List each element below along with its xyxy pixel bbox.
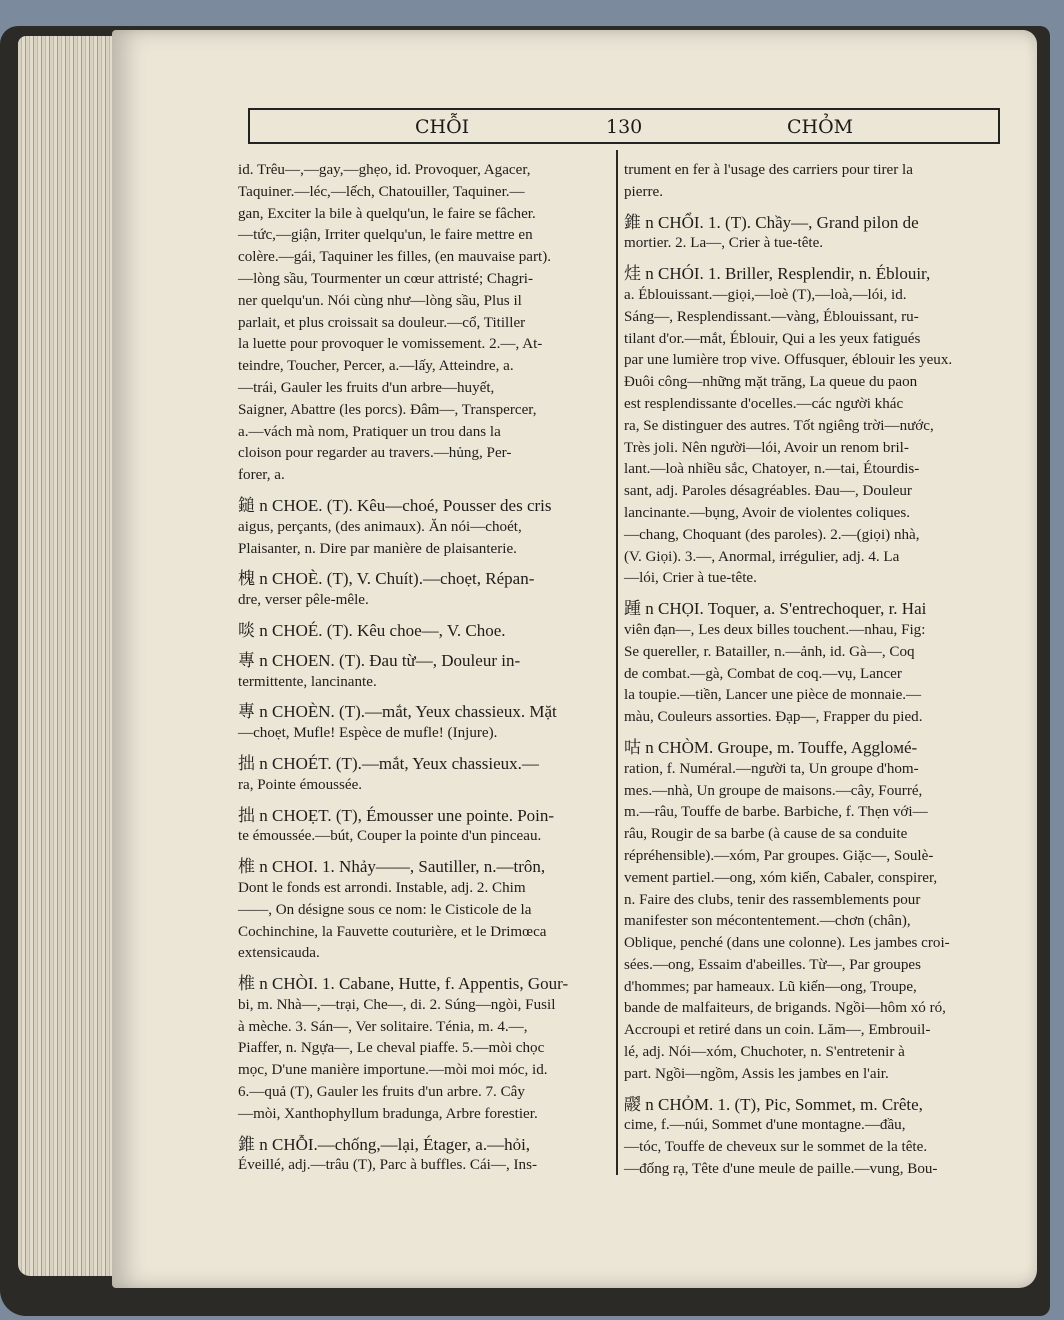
text-line: Accroupi et retiré dans un coin. Lăm—, Embrouil- [624,1022,931,1039]
text-line: n. Faire des clubs, tenir des rassemblements pour [624,891,921,908]
text-line: gan, Exciter la bile à quelqu'un, le faire se fâcher. [238,205,536,222]
text-line: termittente, lancinante. [238,673,377,690]
entry-gap [238,560,608,568]
text-line: parlait, et plus croissait sa douleur.—cổ, Titiller [238,314,526,331]
text-line: aigus, perçants, (des animaux). Ăn nói—choét, [238,518,522,535]
text-line: —mòi, Xanthophyllum bradunga, Arbre forestier. [238,1105,538,1122]
text-line: Saigner, Abattre (les porcs). Đâm—, Transpercer, [238,401,537,418]
text-line: 踵 n CHỌI. Toquer, a. S'entrechoquer, r. Hai [624,599,927,619]
text-line: de combat.—gà, Combat de coq.—vụ, Lancer [624,665,902,682]
text-line: sant, adj. Paroles désagréables. Đau—, Douleur [624,483,912,500]
text-line: 6.—quả (T), Gauler les fruits d'un arbre. 7. Cây [238,1084,525,1101]
text-line: répréhensible).—xóm, Par groupes. Giặc—, Soulè- [624,847,934,864]
text-line: mortier. 2. La—, Crier à tue-tête. [624,235,824,252]
entry-gap [624,204,1004,212]
text-line: —choẹt, Mufle! Espèce de mufle! (Injure). [238,725,498,742]
text-line: tilant d'or.—mắt, Éblouir, Qui a les yeux fatigués [624,330,921,347]
text-line: cloison pour regarder au travers.—hủng, Per- [238,445,512,462]
text-line: 烓 n CHÓI. 1. Briller, Resplendir, n. Éblouir, [624,264,931,284]
text-line: 錐 n CHỖI.—chống,—lại, Étager, a.—hỏi, [238,1134,531,1154]
text-line: bi, m. Nhà—,—trại, Che—, di. 2. Súng—ngòi, Fusil [238,996,556,1013]
text-line: 椎 n CHOI. 1. Nhảy——, Sautiller, n.—trôn, [238,857,546,877]
header-right-word: CHỎM [787,116,854,138]
text-line: 椎 n CHÒI. 1. Cabane, Hutte, f. Appentis, Gour- [238,974,569,994]
running-header [248,108,1000,144]
text-line: a.—vách mà nom, Pratiquer un trou dans la [238,423,501,440]
right-column [624,160,1004,1181]
text-line: 拙 n CHOÉT. (T).—mắt, Yeux chassieux.— [238,753,539,773]
text-line: Taquiner.—léc,—lếch, Chatouiller, Taquiner.— [238,183,525,200]
text-line: —lòng sầu, Tourmenter un cœur attristé; Chagri- [238,270,534,287]
entry-gap [238,642,608,650]
text-line: 專 n CHOEN. (T). Đau từ—, Douleur in- [238,650,521,670]
column-divider [616,150,618,1175]
text-line: ——, On désigne sous ce nom: le Cisticole de la [238,901,532,918]
text-line: râu, Rougir de sa barbe (à cause de sa conduite [624,826,908,843]
text-line: 專 n CHOÈN. (T).—mắt, Yeux chassieux. Mặt [238,702,557,722]
text-line: Đuôi công—những mặt trăng, La queue du paon [624,374,918,391]
text-line: manifester son mécontentement.—chơn (chân), [624,913,911,930]
text-line: vement partiel.—ong, xóm kiến, Cabaler, conspirer, [624,869,938,886]
entry-gap [238,848,608,856]
text-line: à mèche. 3. Sán—, Ver solitaire. Ténia, m. 4.—, [238,1018,528,1035]
text-line: Se quereller, r. Batailler, n.—ảnh, id. Gà—, Coq [624,643,915,660]
text-line: Dont le fonds est arrondi. Instable, adj. 2. Chim [238,879,526,896]
text-line: lant.—loà nhiều sắc, Chatoyer, n.—tai, Étourdis- [624,461,920,478]
text-line: ner quelqu'un. Nói cùng như—lòng sầu, Plus il [238,292,522,309]
text-line: pierre. [624,183,663,200]
text-line: viên đạn—, Les deux billes touchent.—nhau, Fig: [624,621,926,638]
text-line: id. Trêu—,—gay,—ghẹo, id. Provoquer, Agacer, [238,162,531,178]
text-line: Sáng—, Resplendissant.—vàng, Éblouissant, ru- [624,308,919,325]
entry-gap [624,729,1004,737]
text-line: par une lumière trop vive. Offusquer, éblouir les yeux. [624,352,953,369]
text-line: forer, a. [238,467,285,484]
text-line: bande de malfaiteurs, de brigands. Ngồi—hôm xó ró, [624,1000,946,1017]
text-line: extensicauda. [238,945,320,962]
text-line: 啖 n CHOÉ. (T). Kêu choe—, V. Choe. [238,620,506,640]
text-line: Très joli. Nên người—lói, Avoir un renom bril- [624,439,909,456]
text-line: 拙 n CHOẸT. (T), Émousser une pointe. Poin- [238,805,555,825]
entry-gap [238,797,608,805]
text-line: 錐 n CHỔI. 1. (T). Chầy—, Grand pilon de [624,212,919,232]
text-line: —tức,—giận, Irriter quelqu'un, le faire mettre en [238,227,533,244]
text-line: Éveillé, adj.—trâu (T), Parc à buffles. Cái—, Ins- [238,1157,537,1174]
text-line: màu, Couleurs assorties. Đạp—, Frapper du pied. [624,709,923,726]
text-line: 鬷 n CHỎM. 1. (T), Pic, Sommet, m. Crête, [624,1094,923,1114]
text-line: —đống rạ, Tête d'une meule de paille.—vung, Bou- [624,1161,938,1178]
text-line: m.—râu, Touffe de barbe. Barbiche, f. Thẹn với— [624,804,928,821]
text-line: cime, f.—núi, Sommet d'une montagne.—đầu, [624,1117,906,1134]
text-line: lancinante.—bụng, Avoir de violentes coliques. [624,504,911,521]
text-line: mọc, D'une manière importune.—mòi moi móc, id. [238,1062,548,1079]
text-line: trument en fer à l'usage des carriers pour tirer la [624,162,913,178]
entry-gap [238,693,608,701]
text-line: est resplendissante d'ocelles.—các người khác [624,395,904,412]
page-edges [18,36,118,1276]
text-line: —trái, Gauler les fruits d'un arbre—huyết, [238,379,495,396]
text-line: —lói, Crier à tue-tête. [624,570,757,587]
header-left-word: CHỖI [415,116,470,138]
text-line: la luette pour provoquer le vomissement. 2.—, At- [238,336,543,353]
text-line: (V. Giọi). 3.—, Anormal, irrégulier, adj. 4. La [624,548,900,565]
entry-gap [238,487,608,495]
text-line: part. Ngồi—ngồm, Assis les jambes en l'air. [624,1065,889,1082]
text-line: sées.—ong, Essaim d'abeilles. Từ—, Par groupes [624,956,921,973]
text-line: dre, verser pêle-mêle. [238,592,369,609]
entry-gap [238,1126,608,1134]
text-line: 鎚 n CHOE. (T). Kêu—choé, Pousser des cris [238,495,552,515]
text-line: Cochinchine, la Fauvette couturière, et le Drimœca [238,923,547,940]
entry-gap [624,1086,1004,1094]
text-line: ra, Pointe émoussée. [238,776,363,793]
entry-gap [238,965,608,973]
left-column [238,160,608,1177]
entry-gap [624,255,1004,263]
entry-gap [238,745,608,753]
text-line: colère.—gái, Taquiner les filles, (en mauvaise part). [238,249,551,266]
text-line: 槐 n CHOÈ. (T), V. Chuít).—choẹt, Répan- [238,569,535,589]
text-line: Piaffer, n. Ngựa—, Le cheval piaffe. 5.—mòi chọc [238,1040,545,1057]
text-line: —chang, Choquant (des paroles). 2.—(giọi) nhà, [624,526,920,543]
text-line: la toupie.—tiền, Lancer une pièce de monnaie.— [624,687,922,704]
text-line: lé, adj. Nói—xóm, Chuchoter, n. S'entretenir à [624,1044,905,1061]
entry-gap [238,612,608,620]
text-line: Plaisanter, n. Dire par manière de plaisanterie. [238,540,517,557]
text-line: Oblique, penché (dans une colonne). Les jambes croi- [624,935,950,952]
text-line: —tóc, Touffe de cheveux sur le sommet de la tête. [624,1139,928,1156]
text-line: mes.—nhà, Un groupe de maisons.—cây, Fourré, [624,782,923,799]
text-line: a. Éblouissant.—giọi,—loè (T),—loà,—lói, id. [624,286,907,303]
text-line: 咕 n CHÒM. Groupe, m. Touffe, Aggloмé- [624,737,918,757]
entry-gap [624,590,1004,598]
text-line: te émoussée.—bút, Couper la pointe d'un pinceau. [238,828,542,845]
text-line: teindre, Toucher, Percer, a.—lấy, Atteindre, a. [238,358,514,375]
text-line: d'hommes; par hameaux. Lũ kiến—ong, Troupe, [624,978,917,995]
text-line: ration, f. Numéral.—người ta, Un groupe d'hom- [624,760,919,777]
text-line: ra, Se distinguer des autres. Tốt ngiêng trời—nước, [624,417,934,434]
page-number: 130 [606,116,643,138]
